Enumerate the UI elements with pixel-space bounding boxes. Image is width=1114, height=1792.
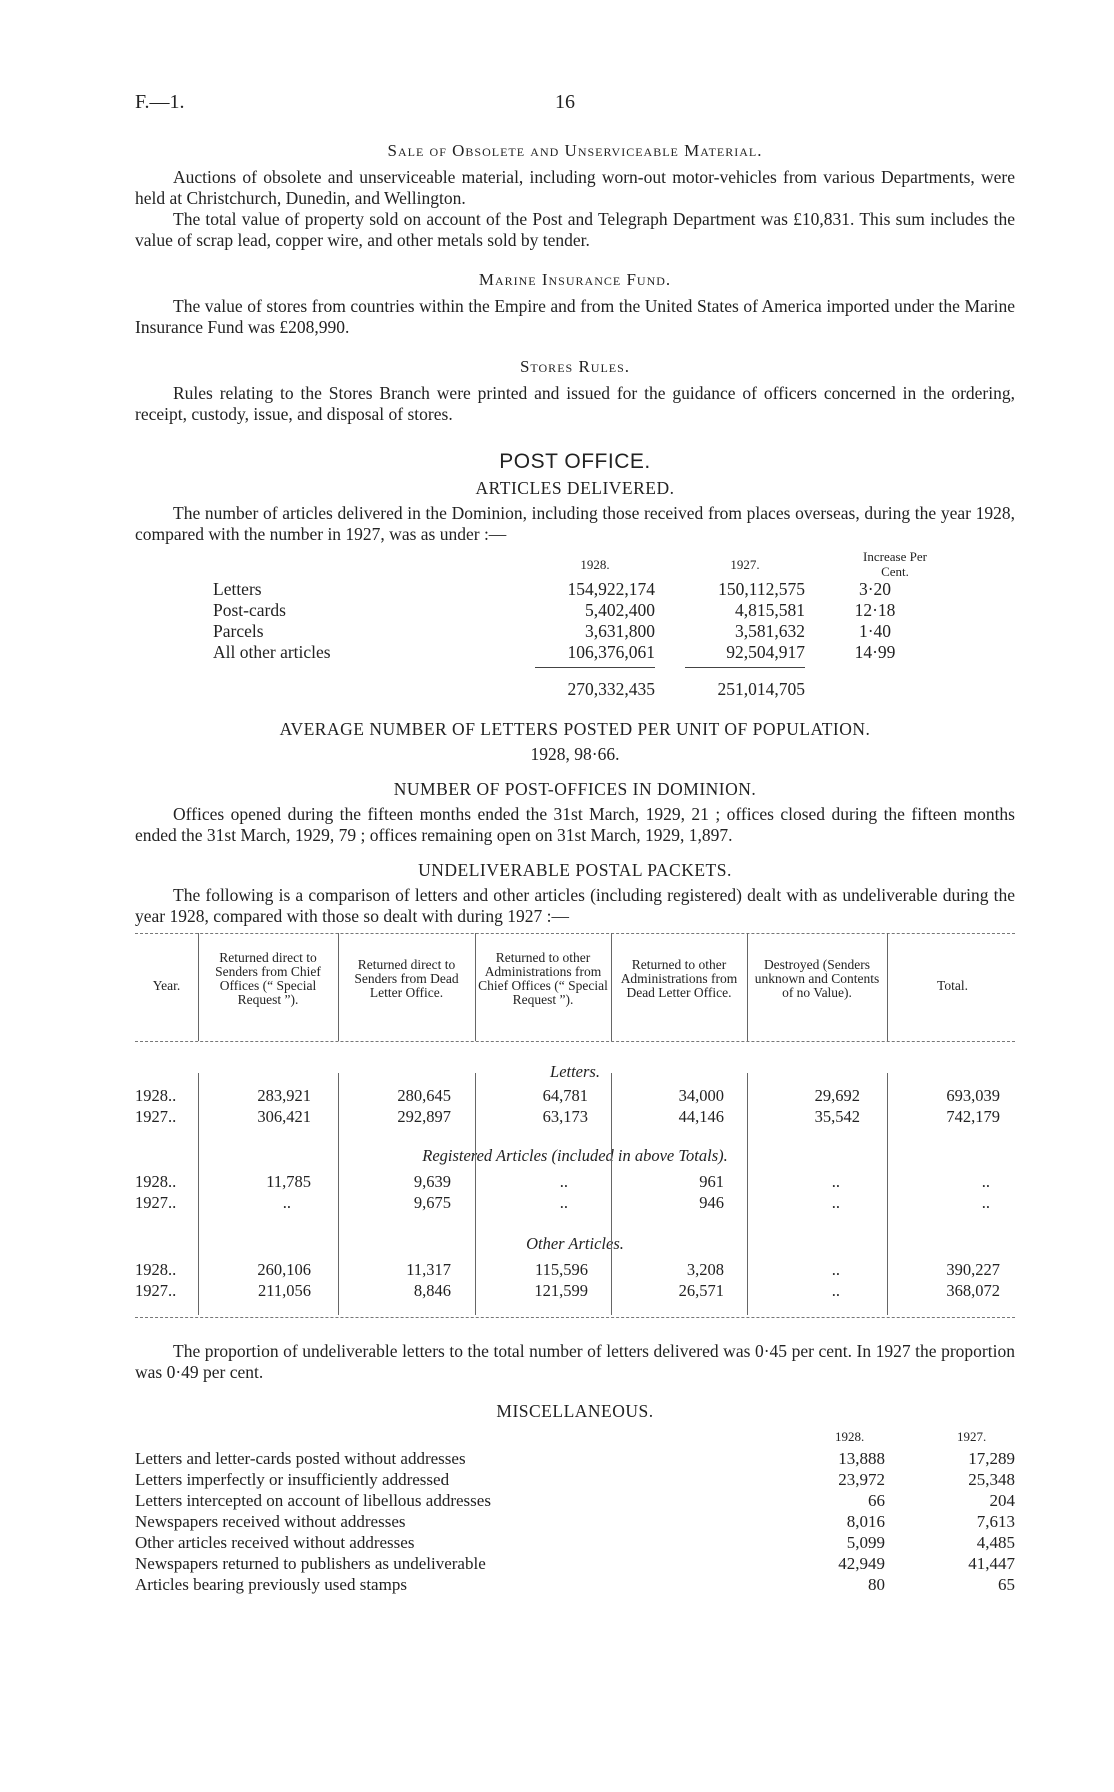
misc-row-1927: 25,348 xyxy=(968,1470,1015,1489)
col-divider xyxy=(475,1073,476,1315)
misc-col-1928: 1928. xyxy=(835,1429,865,1444)
articles-row-1928: 5,402,400 xyxy=(585,600,655,620)
cell-destroyed: 29,692 xyxy=(814,1086,860,1105)
misc-row-label: Letters imperfectly or insufficiently addressed xyxy=(135,1470,450,1489)
articles-row-1927: 4,815,581 xyxy=(735,600,805,620)
cell-dlo-admins: 3,208 xyxy=(686,1260,724,1279)
articles-row-1928: 3,631,800 xyxy=(585,621,655,641)
col-divider xyxy=(747,1073,748,1315)
col-divider xyxy=(198,933,199,1041)
page-number: 16 xyxy=(555,91,575,113)
articles-row-1928: 154,922,174 xyxy=(567,579,655,599)
cell-destroyed: .. xyxy=(831,1172,840,1191)
number-paragraph: Offices opened during the fifteen months ended the 31st March, 1929, 21 ; offices closed during the fifteen months ended the 31st March, 1929, 79 ; offices remaining open on 31st March, 1929, 1,897. xyxy=(135,804,1015,845)
misc-row-label: Articles bearing previously used stamps xyxy=(135,1575,407,1594)
articles-row-1928: 106,376,061 xyxy=(567,642,655,662)
cell-chief-senders: 11,785 xyxy=(266,1172,311,1191)
articles-row-label: Letters xyxy=(213,579,262,599)
marine-paragraph: The value of stores from countries within the Empire and from the United States of America imported under the Marine Insurance Fund was £208,990. xyxy=(135,296,1015,337)
cell-chief-admins: 115,596 xyxy=(534,1260,588,1279)
section-title-letters: Letters. xyxy=(550,1062,600,1081)
col-header-total: Total. xyxy=(937,978,968,993)
cell-total: .. xyxy=(981,1193,990,1212)
cell-dlo-admins: 946 xyxy=(699,1193,724,1212)
cell-dlo-admins: 34,000 xyxy=(678,1086,724,1105)
cell-dlo-senders: 9,639 xyxy=(413,1172,451,1191)
misc-col-1927: 1927. xyxy=(957,1429,987,1444)
articles-total-1927: 251,014,705 xyxy=(717,679,805,699)
articles-delivered-heading: ARTICLES DELIVERED. xyxy=(475,478,675,498)
misc-row-label: Other articles received without addresses xyxy=(135,1533,415,1552)
cell-dlo-senders: 11,317 xyxy=(406,1260,451,1279)
cell-total: .. xyxy=(981,1172,990,1191)
average-heading: AVERAGE NUMBER OF LETTERS POSTED PER UNIT OF POPULATION. xyxy=(279,719,871,739)
row-year: 1928.. xyxy=(135,1172,177,1191)
misc-row-label: Letters intercepted on account of libellous addresses xyxy=(135,1491,491,1510)
post-office-heading: POST OFFICE. xyxy=(499,450,651,473)
cell-dlo-admins: 961 xyxy=(699,1172,724,1191)
cell-destroyed: 35,542 xyxy=(814,1107,860,1126)
cell-chief-senders: .. xyxy=(282,1193,291,1212)
document-page xyxy=(135,92,1015,1616)
col-divider xyxy=(611,1073,612,1315)
misc-row-1928: 66 xyxy=(868,1491,885,1510)
cell-chief-admins: 121,599 xyxy=(534,1281,588,1300)
articles-row-increase: 12·18 xyxy=(854,600,896,620)
cell-dlo-admins: 44,146 xyxy=(678,1107,724,1126)
misc-row-1928: 5,099 xyxy=(846,1533,885,1552)
col-divider xyxy=(338,1073,339,1315)
cell-chief-admins: .. xyxy=(559,1172,568,1191)
row-year: 1927.. xyxy=(135,1107,177,1126)
undeliverable-table xyxy=(135,933,1015,1353)
col-divider xyxy=(611,933,612,1041)
misc-row-label: Newspapers returned to publishers as undeliverable xyxy=(135,1554,486,1573)
col-divider xyxy=(747,933,748,1041)
cell-chief-admins: .. xyxy=(559,1193,568,1212)
col-header-chief-admins: Returned to other Administrations from Chief Offices (“ Special Request ”). xyxy=(478,950,608,1007)
cell-dlo-senders: 8,846 xyxy=(413,1281,451,1300)
misc-row-1927: 41,447 xyxy=(968,1554,1015,1573)
misc-row-1927: 7,613 xyxy=(976,1512,1015,1531)
proportion-paragraph: The proportion of undeliverable letters to the total number of letters delivered was 0·45 per cent. In 1927 the proportion was 0·49 per cent. xyxy=(135,1341,1015,1382)
table-top-rule xyxy=(135,933,1015,934)
sale-paragraph-1: Auctions of obsolete and unserviceable material, including worn-out motor-vehicles from various Departments, were held at Christchurch, Dunedin, and Wellington. xyxy=(135,167,1015,208)
articles-row-increase: 3·20 xyxy=(858,579,892,599)
total-rule-1927 xyxy=(685,667,805,668)
misc-row-1928: 23,972 xyxy=(838,1470,885,1489)
articles-row-1927: 150,112,575 xyxy=(718,579,805,599)
misc-row-label: Letters and letter-cards posted without addresses xyxy=(135,1449,466,1468)
cell-dlo-senders: 292,897 xyxy=(397,1107,451,1126)
articles-row-1927: 92,504,917 xyxy=(726,642,805,662)
document-reference: F.—1. xyxy=(135,91,185,113)
sale-paragraph-2: The total value of property sold on account of the Post and Telegraph Department was £10,831. This sum includes the value of scrap lead, copper wire, and other metals sold by tender. xyxy=(135,209,1015,250)
cell-total: 390,227 xyxy=(946,1260,1000,1279)
articles-row-label: Parcels xyxy=(213,621,264,641)
articles-row-label: All other articles xyxy=(213,642,331,662)
cell-total: 742,179 xyxy=(946,1107,1000,1126)
cell-destroyed: .. xyxy=(831,1281,840,1300)
articles-row-increase: 1·40 xyxy=(858,621,892,641)
cell-dlo-admins: 26,571 xyxy=(678,1281,724,1300)
col-header-chief-senders: Returned direct to Senders from Chief Offices (“ Special Request ”). xyxy=(215,950,321,1007)
cell-total: 368,072 xyxy=(946,1281,1000,1300)
cell-destroyed: .. xyxy=(831,1260,840,1279)
row-year: 1927.. xyxy=(135,1281,177,1300)
table-bottom-rule xyxy=(135,1317,1015,1318)
articles-row-increase: 14·99 xyxy=(854,642,896,662)
cell-total: 693,039 xyxy=(946,1086,1000,1105)
articles-total-1928: 270,332,435 xyxy=(567,679,655,699)
undeliverable-heading: UNDELIVERABLE POSTAL PACKETS. xyxy=(418,860,732,880)
misc-row-1928: 80 xyxy=(868,1575,885,1594)
row-year: 1928.. xyxy=(135,1260,177,1279)
average-value: 1928, 98·66. xyxy=(530,744,620,764)
col-1927-header: 1927. xyxy=(730,557,760,572)
marine-heading: Marine Insurance Fund. xyxy=(478,270,672,289)
col-header-dlo-senders: Returned direct to Senders from Dead Letter Office. xyxy=(354,957,459,1000)
misc-row-1927: 4,485 xyxy=(976,1533,1015,1552)
misc-table xyxy=(135,1426,1015,1616)
misc-row-1928: 42,949 xyxy=(838,1554,885,1573)
cell-chief-admins: 63,173 xyxy=(542,1107,588,1126)
misc-row-1927: 65 xyxy=(998,1575,1015,1594)
col-header-year: Year. xyxy=(152,978,181,993)
cell-destroyed: .. xyxy=(831,1193,840,1212)
cell-chief-senders: 211,056 xyxy=(257,1281,311,1300)
col-divider xyxy=(338,933,339,1041)
col-divider xyxy=(887,933,888,1041)
stores-paragraph: Rules relating to the Stores Branch were printed and issued for the guidance of officers concerned in the ordering, receipt, custody, issue, and disposal of stores. xyxy=(135,383,1015,424)
articles-row-label: Post-cards xyxy=(213,600,286,620)
misc-row-1927: 17,289 xyxy=(968,1449,1015,1468)
col-divider xyxy=(198,1073,199,1315)
articles-intro: The number of articles delivered in the Dominion, including those received from places overseas, during the year 1928, compared with the number in 1927, was as under :— xyxy=(135,503,1015,544)
cell-dlo-senders: 9,675 xyxy=(413,1193,451,1212)
col-1928-header: 1928. xyxy=(580,557,610,572)
col-increase-header: Increase Per Cent. xyxy=(863,549,927,579)
col-divider xyxy=(475,933,476,1041)
row-year: 1928.. xyxy=(135,1086,177,1105)
cell-chief-senders: 306,421 xyxy=(257,1107,311,1126)
misc-row-1928: 13,888 xyxy=(838,1449,885,1468)
articles-row-1927: 3,581,632 xyxy=(735,621,805,641)
misc-row-1927: 204 xyxy=(989,1491,1015,1510)
articles-table xyxy=(135,549,1015,709)
section-title-other: Other Articles. xyxy=(526,1234,624,1253)
total-rule-1928 xyxy=(535,667,655,668)
cell-chief-senders: 260,106 xyxy=(257,1260,311,1279)
number-heading: NUMBER OF POST-OFFICES IN DOMINION. xyxy=(393,779,757,799)
col-header-destroyed: Destroyed (Senders unknown and Contents of no Value). xyxy=(754,957,880,1000)
table-header-rule xyxy=(135,1041,1015,1042)
section-title-registered: Registered Articles (included in above Totals). xyxy=(422,1146,728,1165)
cell-chief-senders: 283,921 xyxy=(257,1086,311,1105)
cell-dlo-senders: 280,645 xyxy=(397,1086,451,1105)
misc-row-1928: 8,016 xyxy=(846,1512,885,1531)
misc-heading: MISCELLANEOUS. xyxy=(496,1401,654,1421)
col-header-dlo-admins: Returned to other Administrations from Dead Letter Office. xyxy=(620,957,738,1000)
cell-chief-admins: 64,781 xyxy=(542,1086,588,1105)
undeliverable-intro: The following is a comparison of letters and other articles (including registered) dealt with as undeliverable during the year 1928, compared with those so dealt with during 1927 :— xyxy=(135,885,1015,926)
row-year: 1927.. xyxy=(135,1193,177,1212)
misc-row-label: Newspapers received without addresses xyxy=(135,1512,406,1531)
col-divider xyxy=(887,1073,888,1315)
page-header xyxy=(135,92,1015,122)
sale-heading: Sale of Obsolete and Unserviceable Material. xyxy=(387,141,763,160)
stores-heading: Stores Rules. xyxy=(519,357,631,376)
